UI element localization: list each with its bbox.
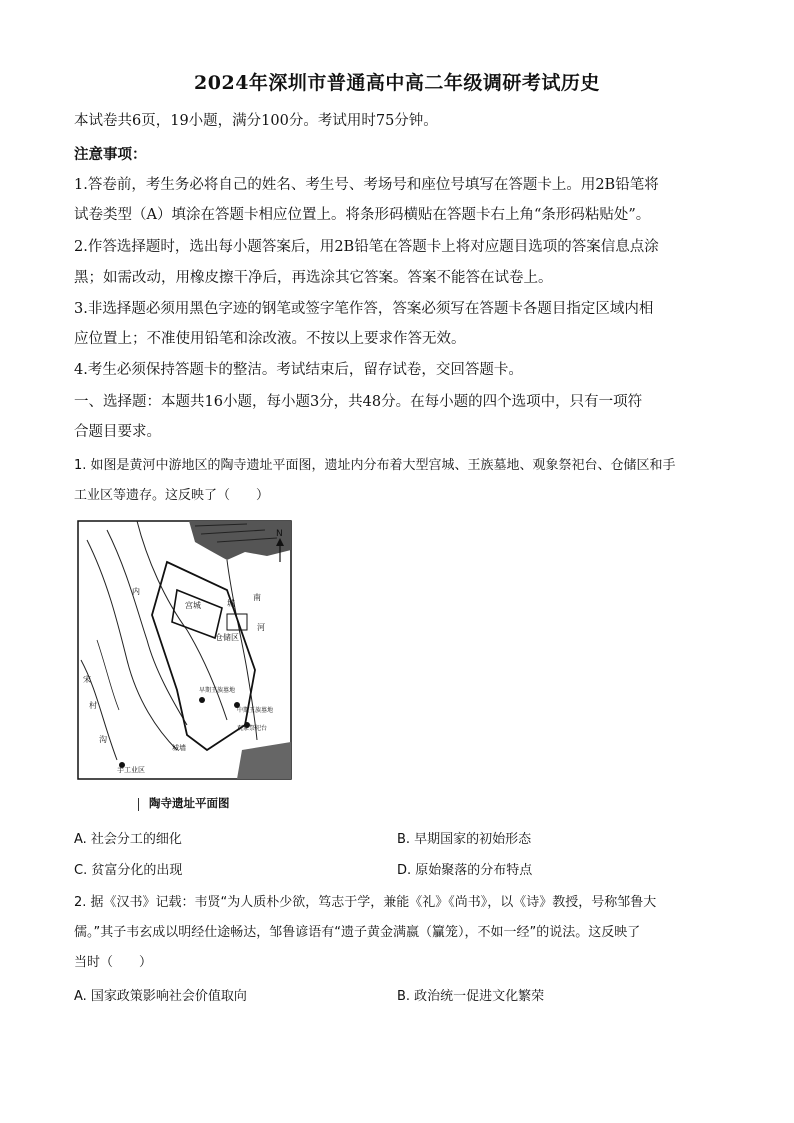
section-heading: 合题目要求。 — [74, 424, 161, 440]
map-label-tomb-mid: 中期王族墓地 — [237, 707, 274, 714]
section-heading: 一、选择题：本题共16小题，每小题3分，共48分。在每小题的四个选项中，只有一项符 — [74, 394, 643, 410]
map-label-river: 村 — [89, 701, 97, 710]
question-1-stem: 工业区等遗存。这反映了（ ） — [74, 488, 270, 503]
map-label-storage: 仓储区 — [215, 633, 239, 642]
notice-line: 3.非选择题必须用黑色字迹的钢笔或签字笔作答，答案必须写在答题卡各题目指定区域内相 — [74, 301, 654, 317]
q1-option-c[interactable]: C. 贫富分化的出现 — [74, 863, 183, 878]
map-label-workshop: 手工业区 — [117, 766, 145, 774]
question-2-stem: 当时（ ） — [74, 955, 153, 970]
map-label-river: 沟 — [99, 735, 107, 744]
question-2-stem: 2. 据《汉书》记载：韦贤“为人质朴少欲，笃志于学，兼能《礼》《尚书》，以《诗》教授，号称邹鲁大 — [74, 895, 657, 910]
notice-line: 1.答卷前，考生务必将自己的姓名、考生号、考场号和座位号填写在答题卡上。用2B铅笔将 — [74, 177, 659, 193]
notice-line: 应位置上；不准使用铅笔和涂改液。不按以上要求作答无效。 — [74, 331, 466, 347]
notice-line: 2.作答选择题时，选出每小题答案后，用2B铅笔在答题卡上将对应题目选项的答案信息点涂 — [74, 239, 659, 255]
map-label-river: 南 — [253, 593, 261, 602]
map-label-city-wall: 城墙 — [172, 744, 186, 752]
notice-line: 4.考生必须保持答题卡的整洁。考试结束后，留存试卷，交回答题卡。 — [74, 362, 523, 378]
map-caption: 陶寺遗址平面图 — [138, 795, 230, 811]
question-2-stem: 儒。”其子韦玄成以明经仕途畅达，邹鲁谚语有“遗子黄金满嬴（籯笼），不如一经”的说法。这反映了 — [74, 925, 641, 940]
question-1-stem: 1. 如图是黄河中游地区的陶寺遗址平面图，遗址内分布着大型宫城、王族墓地、观象祭祀台、仓储区和手 — [74, 458, 676, 473]
q1-option-d[interactable]: D. 原始聚落的分布特点 — [397, 863, 533, 878]
map-label-city: 城 — [227, 599, 235, 608]
taosi-site-map — [77, 520, 292, 780]
map-label-palace: 宫城 — [185, 601, 201, 610]
notice-line: 试卷类型（A）填涂在答题卡相应位置上。将条形码横贴在答题卡右上角“条形码粘贴处”。 — [74, 207, 651, 223]
q1-option-a[interactable]: A. 社会分工的细化 — [74, 832, 182, 847]
map-north-label: N — [276, 529, 283, 539]
map-label-altar: 观象祭祀台 — [237, 725, 268, 732]
q1-option-b[interactable]: B. 早期国家的初始形态 — [397, 832, 532, 847]
intro-text: 本试卷共6页，19小题，满分100分。考试用时75分钟。 — [74, 113, 438, 129]
map-label-river: 内 — [132, 587, 140, 596]
map-label-tomb-early: 早期王族墓地 — [199, 687, 236, 694]
notice-heading: 注意事项： — [74, 146, 147, 163]
q2-option-a[interactable]: A. 国家政策影响社会价值取向 — [74, 989, 247, 1004]
q2-option-b[interactable]: B. 政治统一促进文化繁荣 — [397, 989, 545, 1004]
map-label-river: 河 — [257, 623, 265, 632]
map-label-river: 宋 — [83, 675, 91, 684]
page-title: 2024年深圳市普通高中高二年级调研考试历史 — [194, 72, 600, 94]
notice-line: 黑；如需改动，用橡皮擦干净后，再选涂其它答案。答案不能答在试卷上。 — [74, 270, 553, 286]
